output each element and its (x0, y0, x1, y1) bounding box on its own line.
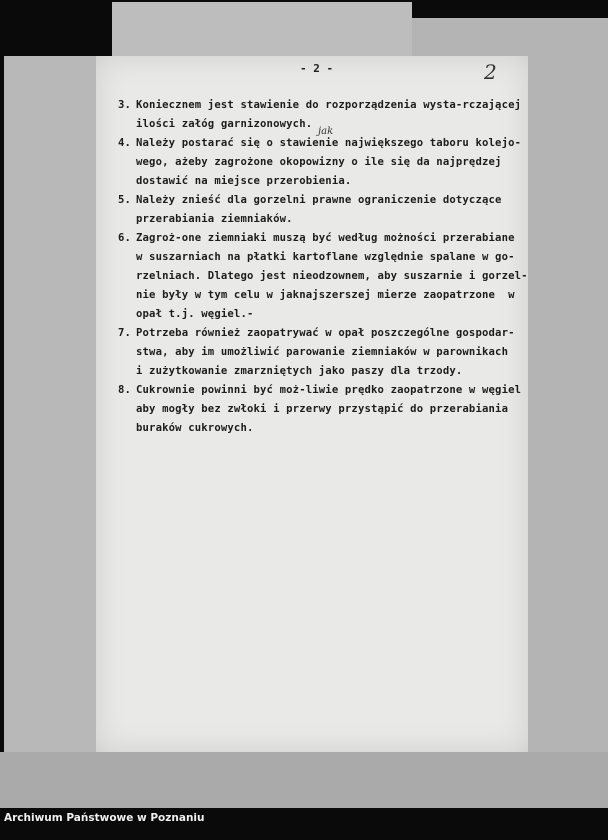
text-line: Zagroż-one ziemniaki muszą być według możności przerabiane (136, 232, 515, 244)
text-line: aby mogły bez zwłoki i przerwy przystąpić do przerabiania (136, 403, 509, 415)
item-number: 4. (118, 137, 132, 149)
item-number: 7. (118, 327, 132, 339)
item-number: 6. (118, 232, 132, 244)
item-number: 5. (118, 194, 132, 206)
text-line: dostawić na miejsce przerobienia. (136, 175, 352, 187)
text-line: w suszarniach na płatki kartoflane względnie spalane w go- (136, 251, 515, 263)
text-line: Koniecznem jest stawienie do rozporządzenia wysta-rczającej (136, 99, 522, 111)
list-item-4 (118, 134, 538, 191)
text-line: rzelniach. Dlatego jest nieodzownem, aby suszarnie i gorzel- (136, 270, 528, 282)
text-line: i zużytkowanie zmarzniętych jako paszy dla trzody. (136, 365, 463, 377)
bottom-sheet-edge (0, 752, 608, 808)
text-line: wego, ażeby zagrożone okopowizny o ile się da najprędzej (136, 156, 502, 168)
list-item-8 (118, 381, 538, 438)
list-item-7 (118, 324, 538, 381)
text-line: przerabiania ziemniaków. (136, 213, 293, 225)
text-line: opał t.j. węgiel.- (136, 308, 254, 320)
text-line: buraków cukrowych. (136, 422, 254, 434)
document-body (118, 96, 538, 438)
list-item-6 (118, 229, 538, 324)
text-line: stwa, aby im umożliwić parowanie ziemniaków w parownikach (136, 346, 509, 358)
list-item-3 (118, 96, 538, 134)
text-line: Należy znieść dla gorzelni prawne ograniczenie dotyczące (136, 194, 502, 206)
text-line: Cukrownie powinni być moż-liwie prędko zaopatrzone w węgiel (136, 384, 522, 396)
item-number: 8. (118, 384, 132, 396)
text-line: nie były w tym celu w jaknajszerszej mierze zaopatrzone w (136, 289, 515, 301)
text-line: ilości załóg garnizonowych. (136, 118, 313, 130)
item-number: 3. (118, 99, 132, 111)
left-adjacent-page (4, 56, 102, 808)
handwritten-insertion: jak (318, 126, 334, 137)
text-line: Potrzeba również zaopatrywać w opał poszczególne gospodar- (136, 327, 515, 339)
top-sheet-edge (112, 2, 412, 57)
archive-watermark-label: Archiwum Państwowe w Poznaniu (4, 812, 205, 824)
page-number: - 2 - (300, 62, 334, 75)
text-line: Należy postarać się o stawienie największego taboru kolejo- (136, 137, 522, 149)
list-item-5 (118, 191, 538, 229)
handwritten-page-mark: 2 (484, 60, 497, 84)
